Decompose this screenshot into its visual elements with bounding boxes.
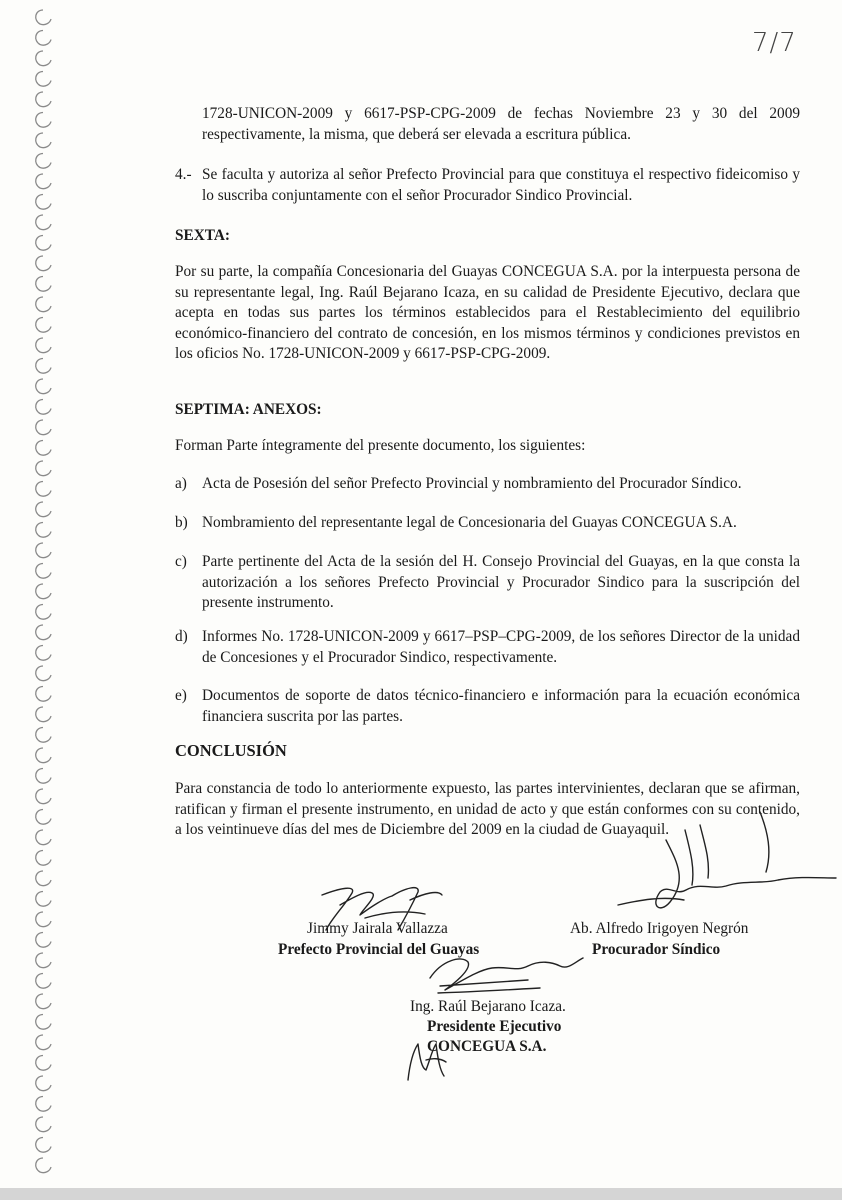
binder-ring: [36, 523, 51, 538]
annex-label: c): [175, 553, 187, 570]
binder-ring: [36, 359, 51, 374]
binder-ring: [36, 400, 51, 415]
binder-ring: [36, 728, 51, 743]
binder-ring: [36, 195, 51, 210]
binder-ring: [36, 789, 51, 804]
page-number: 7/7: [752, 28, 797, 58]
binder-ring: [36, 31, 51, 46]
binder-ring: [36, 646, 51, 661]
binder-ring: [36, 1035, 51, 1050]
item-4-label: 4.-: [175, 166, 192, 183]
binder-ring: [36, 605, 51, 620]
annex-item: Documentos de soporte de datos técnico-financiero e información para la ecuación económica financiera suscrita por las partes.: [202, 687, 800, 725]
binder-ring: [36, 564, 51, 579]
binder-ring: [36, 92, 51, 107]
annex-label: b): [175, 514, 188, 531]
binder-ring: [36, 707, 51, 722]
binder-ring: [36, 51, 51, 66]
binder-ring: [36, 953, 51, 968]
binder-ring: [36, 830, 51, 845]
binder-ring: [36, 338, 51, 353]
binder-ring: [36, 1097, 51, 1112]
bottom-margin: [0, 1188, 842, 1200]
binder-ring: [36, 974, 51, 989]
annex-label: e): [175, 687, 187, 704]
binder-ring: [36, 1076, 51, 1091]
binder-ring: [36, 10, 51, 25]
binder-ring: [36, 810, 51, 825]
section-heading-sexta: SEXTA:: [175, 227, 230, 244]
binder-ring: [36, 871, 51, 886]
section-heading-septima: SEPTIMA: ANEXOS:: [175, 401, 322, 418]
binder-ring: [36, 133, 51, 148]
binder-ring: [36, 543, 51, 558]
binder-ring: [36, 277, 51, 292]
binder-ring: [36, 379, 51, 394]
sexta-paragraph: Por su parte, la compañía Concesionaria del Guayas CONCEGUA S.A. por la interpuesta persona de su representante legal, Ing. Raúl Bejarano Icaza, en su calidad de Presidente Ejecutivo, declara que acepta en todas sus partes los términos establecidos para el Restablecimiento del equilibrio económico-financiero del contrato de concesión, en los mismos términos y condiciones previstos en los oficios No. 1728-UNICON-2009 y 6617-PSP-CPG-2009.: [175, 263, 800, 362]
binder-ring: [36, 748, 51, 763]
binder-ring: [36, 154, 51, 169]
binder-ring: [36, 482, 51, 497]
binder-holes: [0, 0, 70, 1188]
binder-ring: [36, 461, 51, 476]
annex-label: a): [175, 475, 187, 492]
binder-ring: [36, 236, 51, 251]
annex-label: d): [175, 628, 188, 645]
binder-ring: [36, 584, 51, 599]
paragraph-continuation: 1728-UNICON-2009 y 6617-PSP-CPG-2009 de fechas Noviembre 23 y 30 del 2009 respectivamente, la misma, que deberá ser elevada a escritura pública.: [202, 105, 800, 143]
binder-ring: [36, 769, 51, 784]
signatory-title-prefecto: Prefecto Provincial del Guayas: [278, 941, 480, 958]
signature-presidente: [430, 958, 583, 993]
signatory-name-presidente: Ing. Raúl Bejarano Icaza.: [410, 998, 566, 1015]
binder-ring: [36, 892, 51, 907]
annex-item: Informes No. 1728-UNICON-2009 y 6617–PSP–CPG-2009, de los señores Director de la unidad de Concesiones y el Procurador Sindico, respectivamente.: [202, 628, 800, 666]
binder-ring: [36, 1056, 51, 1071]
binder-ring: [36, 912, 51, 927]
binder-ring: [36, 441, 51, 456]
annex-item: Parte pertinente del Acta de la sesión del H. Consejo Provincial del Guayas, en la que consta la autorización a los señores Prefecto Provincial y Procurador Sindico para la suscripción del presente instrumento.: [202, 553, 800, 611]
conclusion-paragraph: Para constancia de todo lo anteriormente expuesto, las partes intervinientes, declaran que se afirman, ratifican y firman el presente instrumento, en unidad de acto y que están conformes con su contenido, a los veintinueve días del mes de Diciembre del 2009 en la ciudad de Guayaquil.: [175, 780, 800, 838]
item-4-text: Se faculta y autoriza al señor Prefecto Provincial para que constituya el respectivo fideicomiso y lo suscriba conjuntamente con el señor Procurador Sindico Provincial.: [202, 166, 800, 204]
binder-ring: [36, 502, 51, 517]
binder-ring: [36, 687, 51, 702]
septima-intro: Forman Parte íntegramente del presente documento, los siguientes:: [175, 437, 586, 454]
binder-ring: [36, 1015, 51, 1030]
binder-ring: [36, 420, 51, 435]
binder-ring: [36, 1117, 51, 1132]
annex-item: Nombramiento del representante legal de Concesionaria del Guayas CONCEGUA S.A.: [202, 514, 737, 531]
signatory-company: CONCEGUA S.A.: [427, 1038, 547, 1055]
binder-ring: [36, 215, 51, 230]
binder-ring: [36, 851, 51, 866]
binder-ring: [36, 174, 51, 189]
signatory-title-presidente: Presidente Ejecutivo: [427, 1018, 562, 1035]
binder-ring: [36, 1158, 51, 1173]
binder-ring: [36, 113, 51, 128]
annex-item: Acta de Posesión del señor Prefecto Provincial y nombramiento del Procurador Síndico.: [202, 475, 742, 492]
section-heading-conclusion: CONCLUSIÓN: [175, 741, 287, 760]
binder-ring: [36, 994, 51, 1009]
binder-ring: [36, 72, 51, 87]
binder-ring: [36, 625, 51, 640]
binder-ring: [36, 1138, 51, 1153]
binder-ring: [36, 318, 51, 333]
binder-ring: [36, 933, 51, 948]
signatory-name-procurador: Ab. Alfredo Irigoyen Negrón: [570, 920, 749, 937]
signatory-title-procurador: Procurador Síndico: [592, 941, 721, 958]
binder-ring: [36, 256, 51, 271]
binder-ring: [36, 297, 51, 312]
binder-ring: [36, 666, 51, 681]
signatory-name-prefecto: Jimmy Jairala Vallazza: [307, 920, 448, 937]
